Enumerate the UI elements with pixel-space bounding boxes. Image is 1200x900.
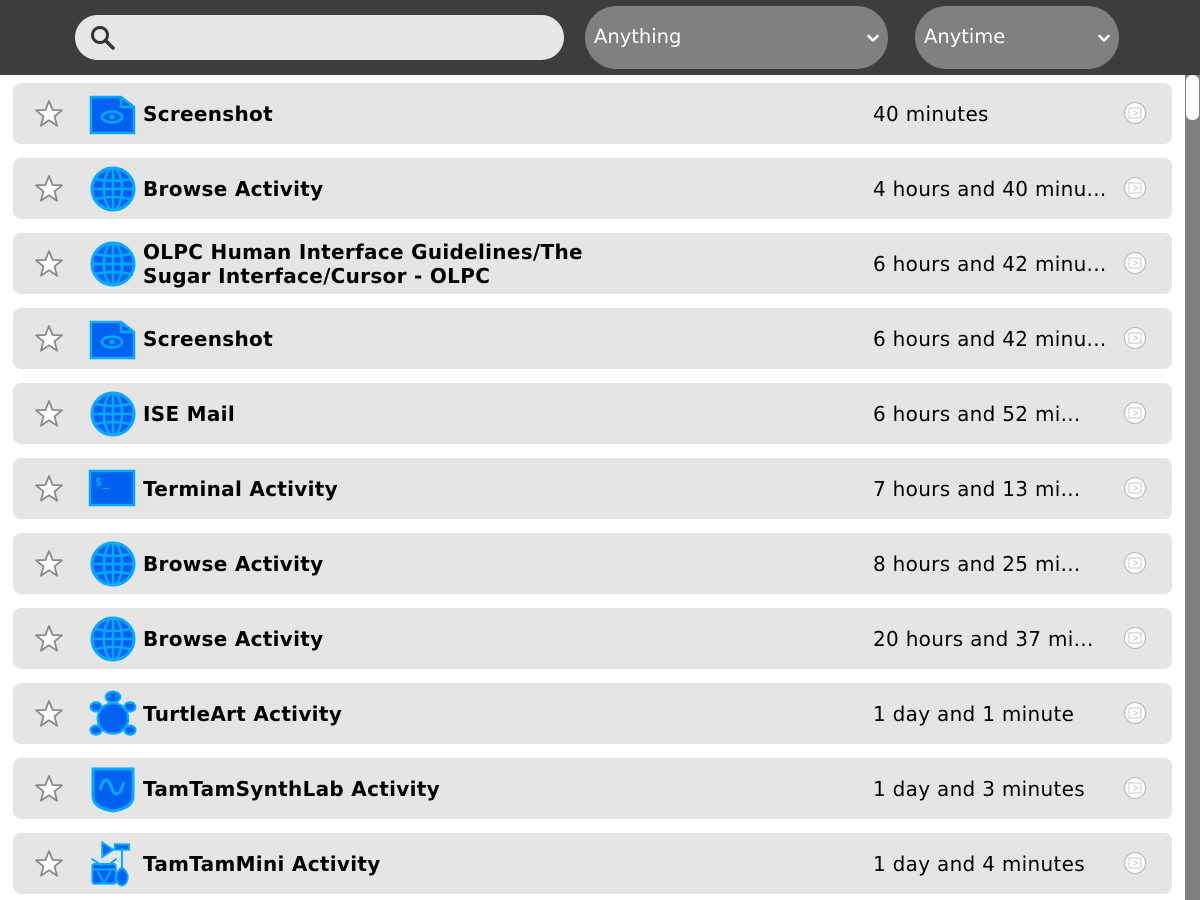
favorite-star-icon[interactable]: [33, 98, 65, 130]
favorite-star-icon[interactable]: [33, 173, 65, 205]
entry-title[interactable]: Browse Activity: [143, 626, 324, 651]
entry-title[interactable]: TamTamSynthLab Activity: [143, 776, 440, 801]
scrollbar-thumb[interactable]: [1186, 75, 1199, 120]
favorite-star-icon[interactable]: [33, 398, 65, 430]
tamtam-mini-icon[interactable]: [88, 839, 138, 889]
scrollbar-track[interactable]: [1185, 75, 1200, 900]
search-box[interactable]: [75, 15, 564, 60]
favorite-star-icon[interactable]: [33, 548, 65, 580]
svg-text:$_: $_: [95, 475, 110, 489]
details-arrow-icon[interactable]: [1123, 851, 1147, 875]
favorite-star-icon[interactable]: [33, 848, 65, 880]
journal-entry-row[interactable]: [13, 158, 1172, 219]
details-arrow-icon[interactable]: [1123, 626, 1147, 650]
entry-title[interactable]: Screenshot: [143, 101, 273, 126]
entry-title[interactable]: Browse Activity: [143, 551, 324, 576]
browse-globe-icon[interactable]: [88, 389, 138, 439]
entry-time: 4 hours and 40 minu...: [873, 176, 1107, 201]
journal-entry-row[interactable]: [13, 683, 1172, 744]
journal-list: [0, 75, 1185, 900]
details-arrow-icon[interactable]: [1123, 401, 1147, 425]
browse-globe-icon[interactable]: [88, 539, 138, 589]
journal-entry-row[interactable]: [13, 833, 1172, 894]
entry-title[interactable]: OLPC Human Interface Guidelines/The Sugar Interface/Cursor - OLPC: [143, 239, 583, 288]
details-arrow-icon[interactable]: [1123, 326, 1147, 350]
entry-title[interactable]: Browse Activity: [143, 176, 324, 201]
entry-time: 1 day and 1 minute: [873, 701, 1075, 726]
terminal-icon[interactable]: [88, 464, 138, 514]
journal-entry-row[interactable]: [13, 758, 1172, 819]
journal-entry-row[interactable]: [13, 83, 1172, 144]
details-arrow-icon[interactable]: [1123, 701, 1147, 725]
entry-time: 6 hours and 52 mi...: [873, 401, 1081, 426]
entry-time: 8 hours and 25 mi...: [873, 551, 1081, 576]
favorite-star-icon[interactable]: [33, 473, 65, 505]
details-arrow-icon[interactable]: [1123, 551, 1147, 575]
entry-time: 40 minutes: [873, 101, 989, 126]
entry-time: 7 hours and 13 mi...: [873, 476, 1081, 501]
filter-what-label: Anything: [594, 25, 682, 48]
journal-entry-row[interactable]: [13, 608, 1172, 669]
screenshot-icon[interactable]: [88, 314, 138, 364]
entry-time: 6 hours and 42 minu...: [873, 251, 1107, 276]
journal-entry-row[interactable]: [13, 383, 1172, 444]
entry-time: 1 day and 4 minutes: [873, 851, 1085, 876]
tamtam-synthlab-icon[interactable]: [88, 764, 138, 814]
entry-time: 6 hours and 42 minu...: [873, 326, 1107, 351]
favorite-star-icon[interactable]: [33, 248, 65, 280]
search-input[interactable]: [127, 21, 551, 55]
entry-title[interactable]: TamTamMini Activity: [143, 851, 381, 876]
filter-when-label: Anytime: [924, 25, 1006, 48]
details-arrow-icon[interactable]: [1123, 476, 1147, 500]
chevron-down-icon: [867, 34, 879, 43]
journal-entry-row[interactable]: [13, 458, 1172, 519]
details-arrow-icon[interactable]: [1123, 176, 1147, 200]
favorite-star-icon[interactable]: [33, 323, 65, 355]
journal-entry-row[interactable]: [13, 533, 1172, 594]
browse-globe-icon[interactable]: [88, 239, 138, 289]
details-arrow-icon[interactable]: [1123, 101, 1147, 125]
browse-globe-icon[interactable]: [88, 164, 138, 214]
entry-title[interactable]: ISE Mail: [143, 401, 235, 426]
favorite-star-icon[interactable]: [33, 698, 65, 730]
entry-title[interactable]: TurtleArt Activity: [143, 701, 343, 726]
filter-what-dropdown[interactable]: [585, 6, 888, 69]
chevron-down-icon: [1098, 34, 1110, 43]
journal-entry-row[interactable]: [13, 308, 1172, 369]
entry-title[interactable]: Terminal Activity: [143, 476, 339, 501]
screenshot-icon[interactable]: [88, 89, 138, 139]
search-icon: [90, 25, 116, 51]
entry-time: 20 hours and 37 mi...: [873, 626, 1094, 651]
entry-title[interactable]: Screenshot: [143, 326, 273, 351]
browse-globe-icon[interactable]: [88, 614, 138, 664]
favorite-star-icon[interactable]: [33, 773, 65, 805]
filter-when-dropdown[interactable]: [915, 6, 1119, 69]
turtleart-icon[interactable]: [88, 689, 138, 739]
journal-entry-row[interactable]: [13, 233, 1172, 294]
entry-time: 1 day and 3 minutes: [873, 776, 1085, 801]
toolbar: [0, 0, 1200, 75]
favorite-star-icon[interactable]: [33, 623, 65, 655]
details-arrow-icon[interactable]: [1123, 776, 1147, 800]
details-arrow-icon[interactable]: [1123, 251, 1147, 275]
